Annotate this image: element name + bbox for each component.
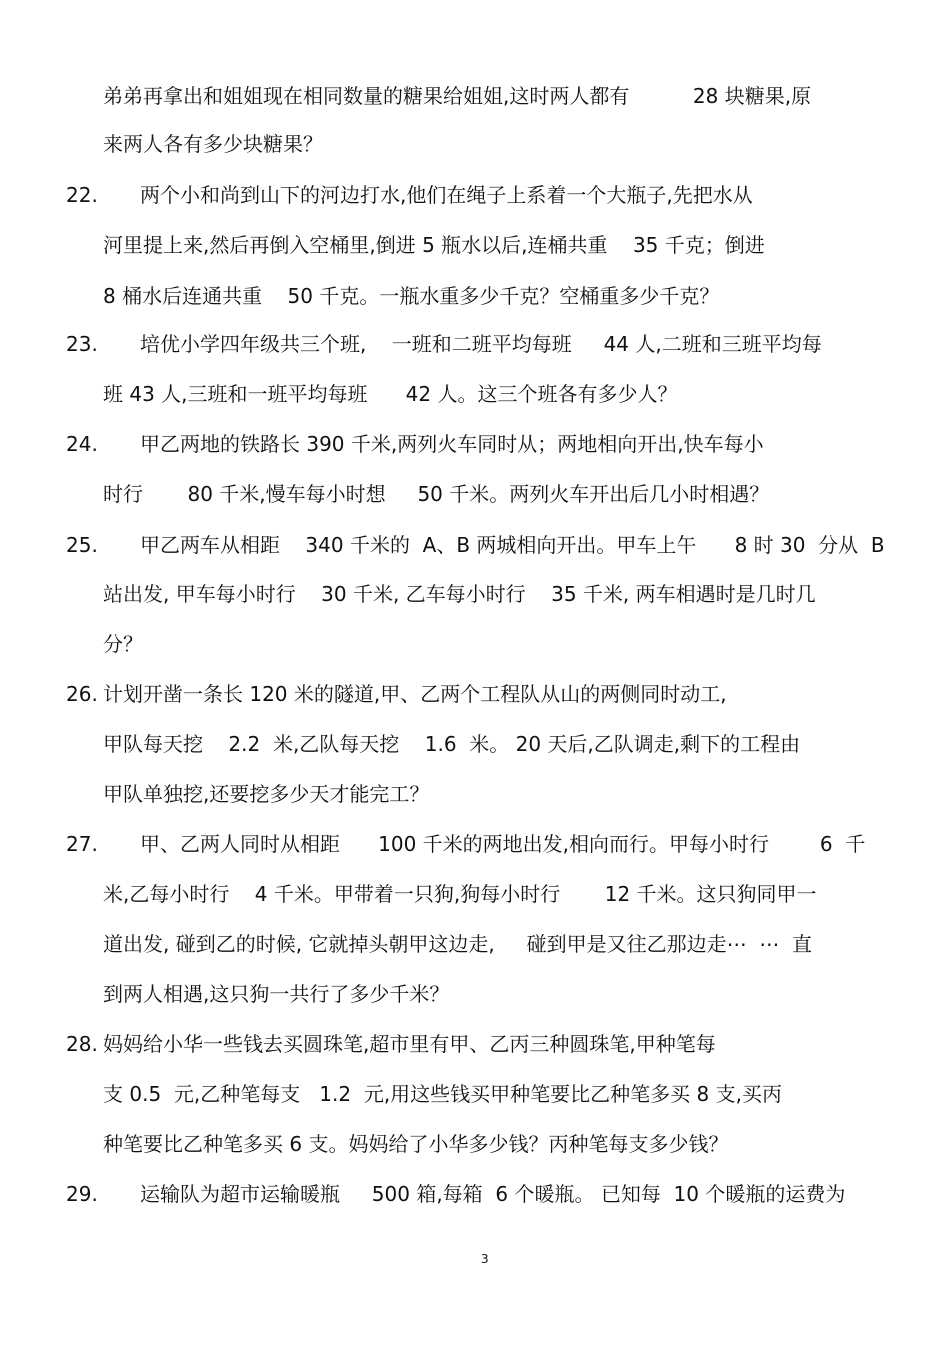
text-line: 妈妈给小华一些钱去买圆珠笔,超市里有甲、乙丙三种圆珠笔,甲种笔每 <box>103 1032 716 1056</box>
problem-number: 25. <box>66 533 98 557</box>
text-line: 种笔要比乙种笔多买 6 支。妈妈给了小华多少钱？丙种笔每支多少钱？ <box>103 1132 729 1156</box>
text-line: 河里提上来,然后再倒入空桶里,倒进 5 瓶水以后,连桶共重 35 千克；倒进 <box>103 233 765 257</box>
problem-number: 22. <box>66 183 98 207</box>
text-line: 分？ <box>103 632 143 656</box>
problem-number: 29. <box>66 1182 98 1206</box>
text-line: 站出发, 甲车每小时行 30 千米, 乙车每小时行 35 千米, 两车相遇时是几时几 <box>103 582 816 606</box>
text-line: 米,乙每小时行 4 千米。甲带着一只狗,狗每小时行 12 千米。这只狗同甲一 <box>103 882 817 906</box>
problem-number: 24. <box>66 432 98 456</box>
text-line: 时行 80 千米,慢车每小时想 50 千米。两列火车开出后几小时相遇？ <box>103 482 770 506</box>
text-line: 甲乙两地的铁路长 390 千米,两列火车同时从；两地相向开出,快车每小 <box>140 432 764 456</box>
problem-number: 28. <box>66 1032 98 1056</box>
text-line: 班 43 人,三班和一班平均每班 42 人。这三个班各有多少人？ <box>103 382 678 406</box>
text-line: 甲队单独挖,还要挖多少天才能完工？ <box>103 782 430 806</box>
text-line: 运输队为超市运输暖瓶 500 箱,每箱 6 个暖瓶。 已知每 10 个暖瓶的运费为 <box>140 1182 846 1206</box>
text-line: 两个小和尚到山下的河边打水,他们在绳子上系着一个大瓶子,先把水从 <box>140 183 753 207</box>
page-number: 3 <box>481 1252 489 1266</box>
problem-number: 23. <box>66 332 98 356</box>
text-line: 支 0.5 元,乙种笔每支 1.2 元,用这些钱买甲种笔要比乙种笔多买 8 支,买丙 <box>103 1082 782 1106</box>
text-line: 8 桶水后连通共重 50 千克。一瓶水重多少千克？空桶重多少千克？ <box>103 284 720 308</box>
problem-number: 26. <box>66 682 98 706</box>
text-line: 到两人相遇,这只狗一共行了多少千米？ <box>103 982 450 1006</box>
problem-number: 27. <box>66 832 98 856</box>
text-line: 来两人各有多少块糖果？ <box>103 132 323 156</box>
text-line: 甲队每天挖 2.2 米,乙队每天挖 1.6 米。 20 天后,乙队调走,剩下的工程由 <box>103 732 801 756</box>
text-line: 计划开凿一条长 120 米的隧道,甲、乙两个工程队从山的两侧同时动工, <box>103 682 727 706</box>
text-line: 甲乙两车从相距 340 千米的 A、B 两城相向开出。甲车上午 8 时 30 分从 B <box>140 533 885 557</box>
text-line: 甲、乙两人同时从相距 100 千米的两地出发,相向而行。甲每小时行 6 千 <box>140 832 866 856</box>
text-line: 培优小学四年级共三个班, 一班和二班平均每班 44 人,二班和三班平均每 <box>140 332 822 356</box>
text-line: 弟弟再拿出和姐姐现在相同数量的糖果给姐姐,这时两人都有 28 块糖果,原 <box>103 84 812 108</box>
text-line: 道出发, 碰到乙的时候, 它就掉头朝甲这边走, 碰到甲是又往乙那边走⋯ ⋯ 直 <box>103 932 813 956</box>
